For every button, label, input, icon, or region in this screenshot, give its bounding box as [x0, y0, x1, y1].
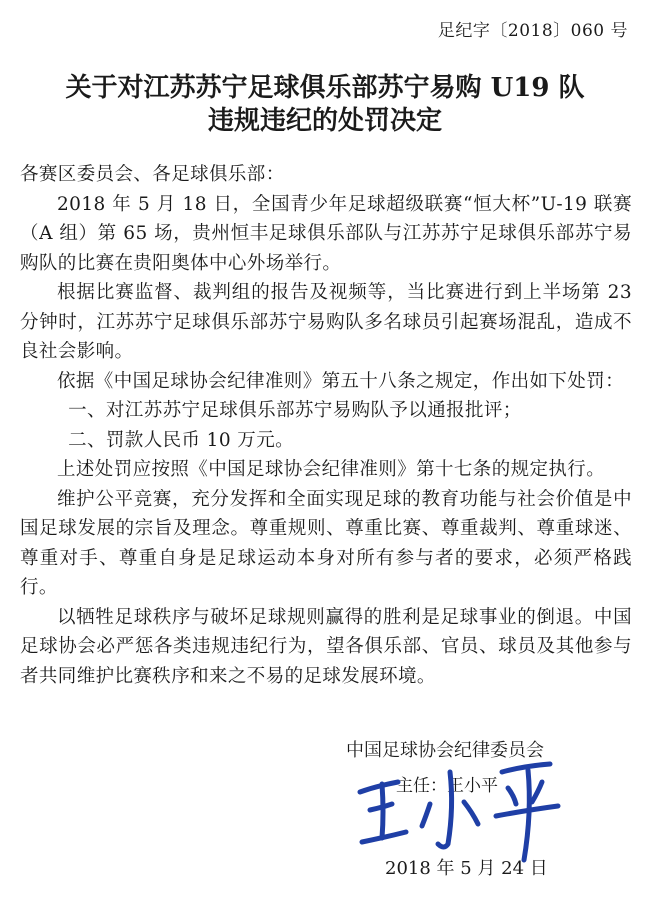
paragraph-fair-play: 维护公平竞赛，充分发挥和全面实现足球的教育功能与社会价值是中国足球发展的宗旨及理念。尊重规则、尊重比赛、尊重裁判、尊重球迷、尊重对手、尊重自身是足球运动本身对所有参与者的要求，必须严格践行。: [20, 488, 632, 598]
penalty-item: 二、罚款人民币 10 万元。: [68, 429, 294, 451]
signing-date: 2018 年 5 月 24 日: [385, 858, 548, 879]
title-line-1: 关于对江苏苏宁足球俱乐部苏宁易购 U19 队: [65, 73, 585, 103]
document-number: 足纪字〔2018〕060 号: [437, 21, 628, 41]
salutation: 各赛区委员会、各足球俱乐部：: [20, 164, 285, 185]
document-body: [20, 160, 632, 691]
penalty-item: 一、对江苏苏宁足球俱乐部苏宁易购队予以通报批评；: [68, 400, 522, 421]
title-line-2: 违规违纪的处罚决定: [207, 106, 442, 136]
paragraph-basis: 依据《中国足球协会纪律准则》第五十八条之规定，作出如下处罚：: [57, 370, 625, 392]
paragraph-match-info: 2018 年 5 月 18 日，全国青少年足球超级联赛“恒大杯”U-19 联赛（A 组）第 65 场，贵州恒丰足球俱乐部队与江苏苏宁足球俱乐部苏宁易购队的比赛在贵阳奥体中心外场举行。: [20, 193, 632, 274]
signing-organization: 中国足球协会纪律委员会: [346, 740, 544, 761]
paragraph-execution: 上述处罚应按照《中国足球协会纪律准则》第十七条的规定执行。: [57, 459, 606, 480]
document-title: [0, 72, 650, 138]
chairman-line: 主任：王小平: [396, 776, 498, 796]
paragraph-warning: 以牺牲足球秩序与破坏足球规则赢得的胜利是足球事业的倒退。中国足球协会必严惩各类违规违纪行为，望各俱乐部、官员、球员及其他参与者共同维护比赛秩序和来之不易的足球发展环境。: [20, 606, 632, 687]
handwritten-signature: [352, 752, 562, 864]
paragraph-incident: 根据比赛监督、裁判组的报告及视频等，当比赛进行到上半场第 23 分钟时，江苏苏宁足球俱乐部苏宁易购队多名球员引起赛场混乱，造成不良社会影响。: [20, 282, 632, 362]
